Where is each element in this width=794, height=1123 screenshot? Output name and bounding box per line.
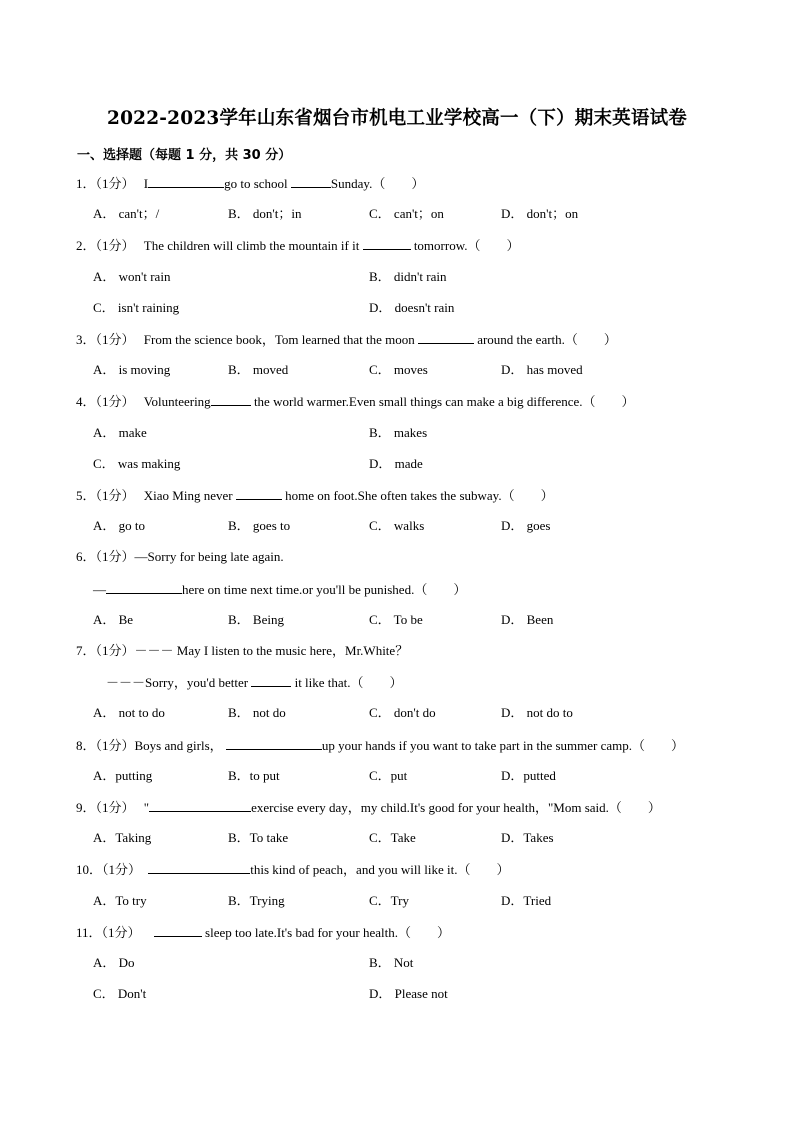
option-b[interactable]: B． moved [228,362,289,377]
option-a[interactable]: A． not to do [93,705,165,720]
answer-blank[interactable] [106,580,182,594]
option-b[interactable]: B．To take [228,830,289,845]
answer-blank[interactable] [211,392,251,406]
answer-blank[interactable] [154,923,202,937]
question-3: 3．（1分） From the science book，Tom learned that the moon around the earth.（ ） [76,332,617,347]
option-c[interactable]: C． can't；on [369,206,444,221]
question-5: 5．（1分） Xiao Ming never home on foot.She often takes the subway.（ ） [76,488,554,503]
option-a[interactable]: A．Taking [93,830,152,845]
answer-blank[interactable] [291,174,331,188]
option-b[interactable]: B． Being [228,612,284,627]
option-d[interactable]: D． Please not [369,986,448,1001]
option-b[interactable]: B．to put [228,768,280,783]
option-c[interactable]: C．put [369,768,408,783]
option-d[interactable]: D．putted [501,768,556,783]
question-6: 6．（1分）—Sorry for being late again. [76,549,284,564]
answer-blank[interactable] [148,174,224,188]
option-b[interactable]: B．Trying [228,893,285,908]
question-6-line-2: — here on time next time.or you'll be punished.（ ） [93,582,467,597]
option-b[interactable]: B． Not [369,955,414,970]
option-d[interactable]: D． has moved [501,362,583,377]
option-a[interactable]: A． is moving [93,362,171,377]
answer-blank[interactable] [251,673,291,687]
option-a[interactable]: A． Do [93,955,135,970]
option-d[interactable]: D． doesn't rain [369,300,455,315]
option-c[interactable]: C． Don't [93,986,147,1001]
question-10: 10．（1分） this kind of peach，and you will like it.（ ） [76,862,510,877]
option-b[interactable]: B． not do [228,705,286,720]
option-c[interactable]: C． To be [369,612,423,627]
question-7: 7．（1分）－－－ May I listen to the music here，Mr.White？ [76,643,409,658]
option-b[interactable]: B． makes [369,425,428,440]
question-2: 2．（1分） The children will climb the mountain if it tomorrow.（ ） [76,238,520,253]
option-a[interactable]: A． go to [93,518,146,533]
option-c[interactable]: C． was making [93,456,181,471]
answer-blank[interactable] [149,798,251,812]
option-d[interactable]: D．Takes [501,830,554,845]
option-a[interactable]: A．To try [93,893,147,908]
option-d[interactable]: D． not do to [501,705,573,720]
answer-blank[interactable] [363,236,411,250]
option-b[interactable]: B． goes to [228,518,291,533]
option-a[interactable]: A． can't；/ [93,206,160,221]
option-c[interactable]: C．Try [369,893,409,908]
option-d[interactable]: D．Tried [501,893,552,908]
answer-blank[interactable] [236,486,282,500]
option-a[interactable]: A． won't rain [93,269,171,284]
option-c[interactable]: C．Take [369,830,416,845]
answer-blank[interactable] [226,736,322,750]
option-c[interactable]: C． moves [369,362,428,377]
option-a[interactable]: A． make [93,425,147,440]
option-a[interactable]: A． Be [93,612,134,627]
question-8: 8．（1分）Boys and girls， up your hands if you want to take part in the summer camp.（ ） [76,738,685,753]
option-d[interactable]: D． Been [501,612,554,627]
question-11: 11．（1分） sleep too late.It's bad for your health.（ ） [76,925,450,940]
answer-blank[interactable] [418,330,474,344]
option-c[interactable]: C． walks [369,518,425,533]
option-d[interactable]: D． don't；on [501,206,579,221]
option-c[interactable]: C． isn't raining [93,300,180,315]
option-a[interactable]: A．putting [93,768,153,783]
answer-blank[interactable] [148,860,250,874]
page-title: 2022-2023学年山东省烟台市机电工业学校高一（下）期末英语试卷 [107,108,687,129]
question-9: 9．（1分） " exercise every day，my child.It's good for your health，"Mom said.（ ） [76,800,661,815]
section-heading: 一、选择题（每题 1 分，共 30 分） [77,148,292,163]
option-d[interactable]: D． made [369,456,423,471]
option-d[interactable]: D． goes [501,518,551,533]
option-b[interactable]: B． don't；in [228,206,302,221]
question-1: 1．（1分） I go to school Sunday.（ ） [76,176,425,191]
option-b[interactable]: B． didn't rain [369,269,447,284]
option-c[interactable]: C． don't do [369,705,436,720]
question-7-line-2: －－－Sorry，you'd better it like that.（ ） [106,675,403,690]
question-4: 4．（1分） Volunteering the world warmer.Even small things can make a big difference.（ ） [76,394,635,409]
